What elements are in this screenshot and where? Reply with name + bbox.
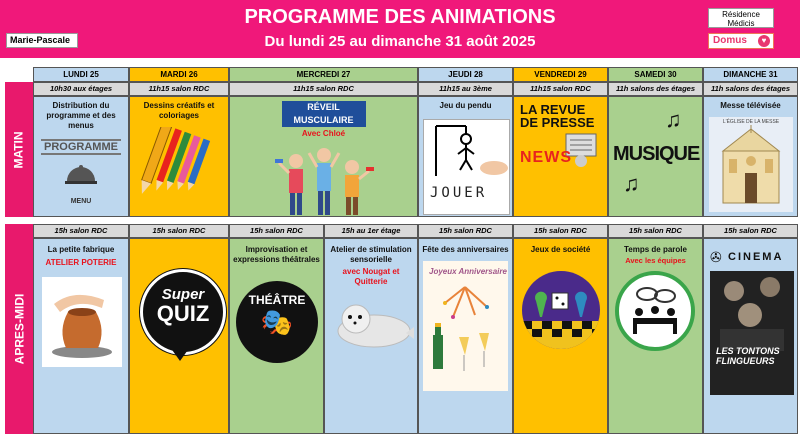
- afternoon-loc-wednesday: 15h salon RDC: [229, 224, 324, 238]
- morning-loc-friday: 11h15 salon RDC: [513, 82, 608, 96]
- afternoon-cell-tuesday: [129, 238, 229, 434]
- afternoon-loc-saturday: 15h salon RDC: [608, 224, 703, 238]
- seal-plush-icon: [327, 297, 417, 357]
- church-caption: L'ÉGLISE DE LA MESSE: [722, 119, 780, 125]
- morning-cell-tuesday: [129, 96, 229, 217]
- theatre-word: THÉÂTRE: [248, 293, 306, 307]
- activity-title: Improvisation et expressions théâtrales: [233, 245, 320, 264]
- morning-cell-saturday: [608, 96, 703, 217]
- colored-pencils-icon: [130, 127, 228, 209]
- day-header-sunday: DIMANCHE 31: [703, 67, 798, 82]
- programme-word: PROGRAMME: [41, 139, 121, 155]
- residence-line2: Médicis: [727, 19, 755, 28]
- cinema-word: CINEMA: [728, 251, 784, 263]
- anniversaire-word: Joyeux Anniversaire: [429, 267, 507, 276]
- brand-logo: [708, 33, 774, 49]
- morning-loc-monday: 10h30 aux étages: [33, 82, 129, 96]
- revue-word: LA REVUE: [520, 102, 586, 117]
- morning-cell-monday: [33, 96, 129, 217]
- bubble-tail: [170, 347, 190, 361]
- masks-glyph-icon: 🎭: [260, 307, 294, 337]
- discussion-group-icon: [615, 271, 695, 351]
- hangman-icon: [423, 119, 510, 215]
- morning-cell-sunday: [703, 96, 798, 217]
- afternoon-loc-wednesday-2: 15h au 1er étage: [324, 224, 418, 238]
- film-reel-icon: ✇: [710, 249, 722, 265]
- activity-title: Distribution du programme et des menus: [46, 101, 116, 130]
- activity-title: Jeu du pendu: [439, 101, 492, 110]
- news-word: NEWS: [520, 149, 572, 166]
- morning-loc-wednesday: 11h15 salon RDC: [229, 82, 418, 96]
- musique-word: MUSIQUE: [613, 143, 700, 165]
- seniors-exercise-icon: [230, 141, 417, 221]
- day-header-saturday: SAMEDI 30: [608, 67, 703, 82]
- afternoon-loc-monday: 15h salon RDC: [33, 224, 129, 238]
- day-header-friday: VENDREDI 29: [513, 67, 608, 82]
- residence-line1: Résidence: [722, 10, 760, 19]
- presse-word: DE PRESSE: [520, 115, 595, 130]
- page-title: PROGRAMME DES ANIMATIONS: [244, 6, 556, 28]
- section-morning: MATIN: [5, 82, 33, 217]
- quiz-word: QUIZ: [156, 301, 210, 326]
- name-badge: Marie-Pascale: [6, 33, 78, 48]
- pottery-icon: [42, 277, 122, 367]
- morning-cell-thursday: [418, 96, 513, 217]
- reveil-banner: RÉVEIL MUSCULAIRE: [282, 101, 366, 127]
- music-note-icon: ♫: [665, 107, 682, 132]
- activity-title: Dessins créatifs et coloriages: [143, 101, 215, 120]
- residence-label: [708, 8, 774, 28]
- music-notes-icon: ♫: [623, 171, 640, 196]
- board-game-icon: [522, 271, 600, 349]
- afternoon-cell-monday: [33, 238, 129, 434]
- afternoon-loc-friday: 15h salon RDC: [513, 224, 608, 238]
- super-word: Super: [161, 286, 205, 303]
- day-header-monday: LUNDI 25: [33, 67, 129, 82]
- day-header-wednesday: MERCREDI 27: [229, 67, 418, 82]
- activity-title: Atelier de stimulation sensorielle: [330, 245, 412, 264]
- afternoon-loc-sunday: 15h salon RDC: [703, 224, 798, 238]
- champagne-icon: [423, 261, 508, 391]
- menu-word: MENU: [70, 198, 92, 205]
- activity-highlight: Avec les équipes: [625, 256, 686, 265]
- brand-text: Domus: [713, 35, 747, 46]
- church-icon: [709, 117, 793, 212]
- day-header-thursday: JEUDI 28: [418, 67, 513, 82]
- afternoon-cell-wednesday: [229, 238, 324, 434]
- morning-loc-tuesday: 11h15 salon RDC: [129, 82, 229, 96]
- activity-title: Fête des anniversaires: [422, 245, 509, 254]
- afternoon-cell-friday: [513, 238, 608, 434]
- activity-title: Jeux de société: [530, 245, 591, 254]
- morning-cell-wednesday: [229, 96, 418, 217]
- morning-loc-saturday: 11h salons des étages: [608, 82, 703, 96]
- heart-icon: ♥: [758, 35, 770, 47]
- theatre-masks-icon: [236, 281, 318, 363]
- afternoon-loc-thursday: 15h salon RDC: [418, 224, 513, 238]
- activity-title: La petite fabrique: [47, 245, 115, 254]
- page-subtitle: Du lundi 25 au dimanche 31 août 2025: [264, 33, 536, 50]
- morning-loc-thursday: 11h15 au 3ème: [418, 82, 513, 96]
- activity-highlight: ATELIER POTERIE: [45, 258, 117, 267]
- afternoon-cell-wednesday-2: [324, 238, 418, 434]
- afternoon-loc-tuesday: 15h salon RDC: [129, 224, 229, 238]
- morning-cell-friday: [513, 96, 608, 217]
- jouer-word: JOUER: [430, 185, 488, 201]
- afternoon-cell-thursday: [418, 238, 513, 434]
- movie-poster: [710, 271, 794, 395]
- quiz-bubble-icon: [140, 269, 226, 355]
- activity-highlight: avec Nougat et Quitterie: [342, 267, 400, 286]
- afternoon-cell-saturday: [608, 238, 703, 434]
- activity-title: Messe télévisée: [720, 101, 781, 110]
- day-header-tuesday: MARDI 26: [129, 67, 229, 82]
- activity-subtitle: Avec Chloé: [301, 129, 346, 138]
- activity-title: Temps de parole: [624, 245, 687, 254]
- poster-title: LES TONTONS FLINGUEURS: [716, 346, 780, 366]
- section-afternoon: APRES-MIDI: [5, 224, 33, 434]
- afternoon-cell-sunday: [703, 238, 798, 434]
- morning-loc-sunday: 11h salons des étages: [703, 82, 798, 96]
